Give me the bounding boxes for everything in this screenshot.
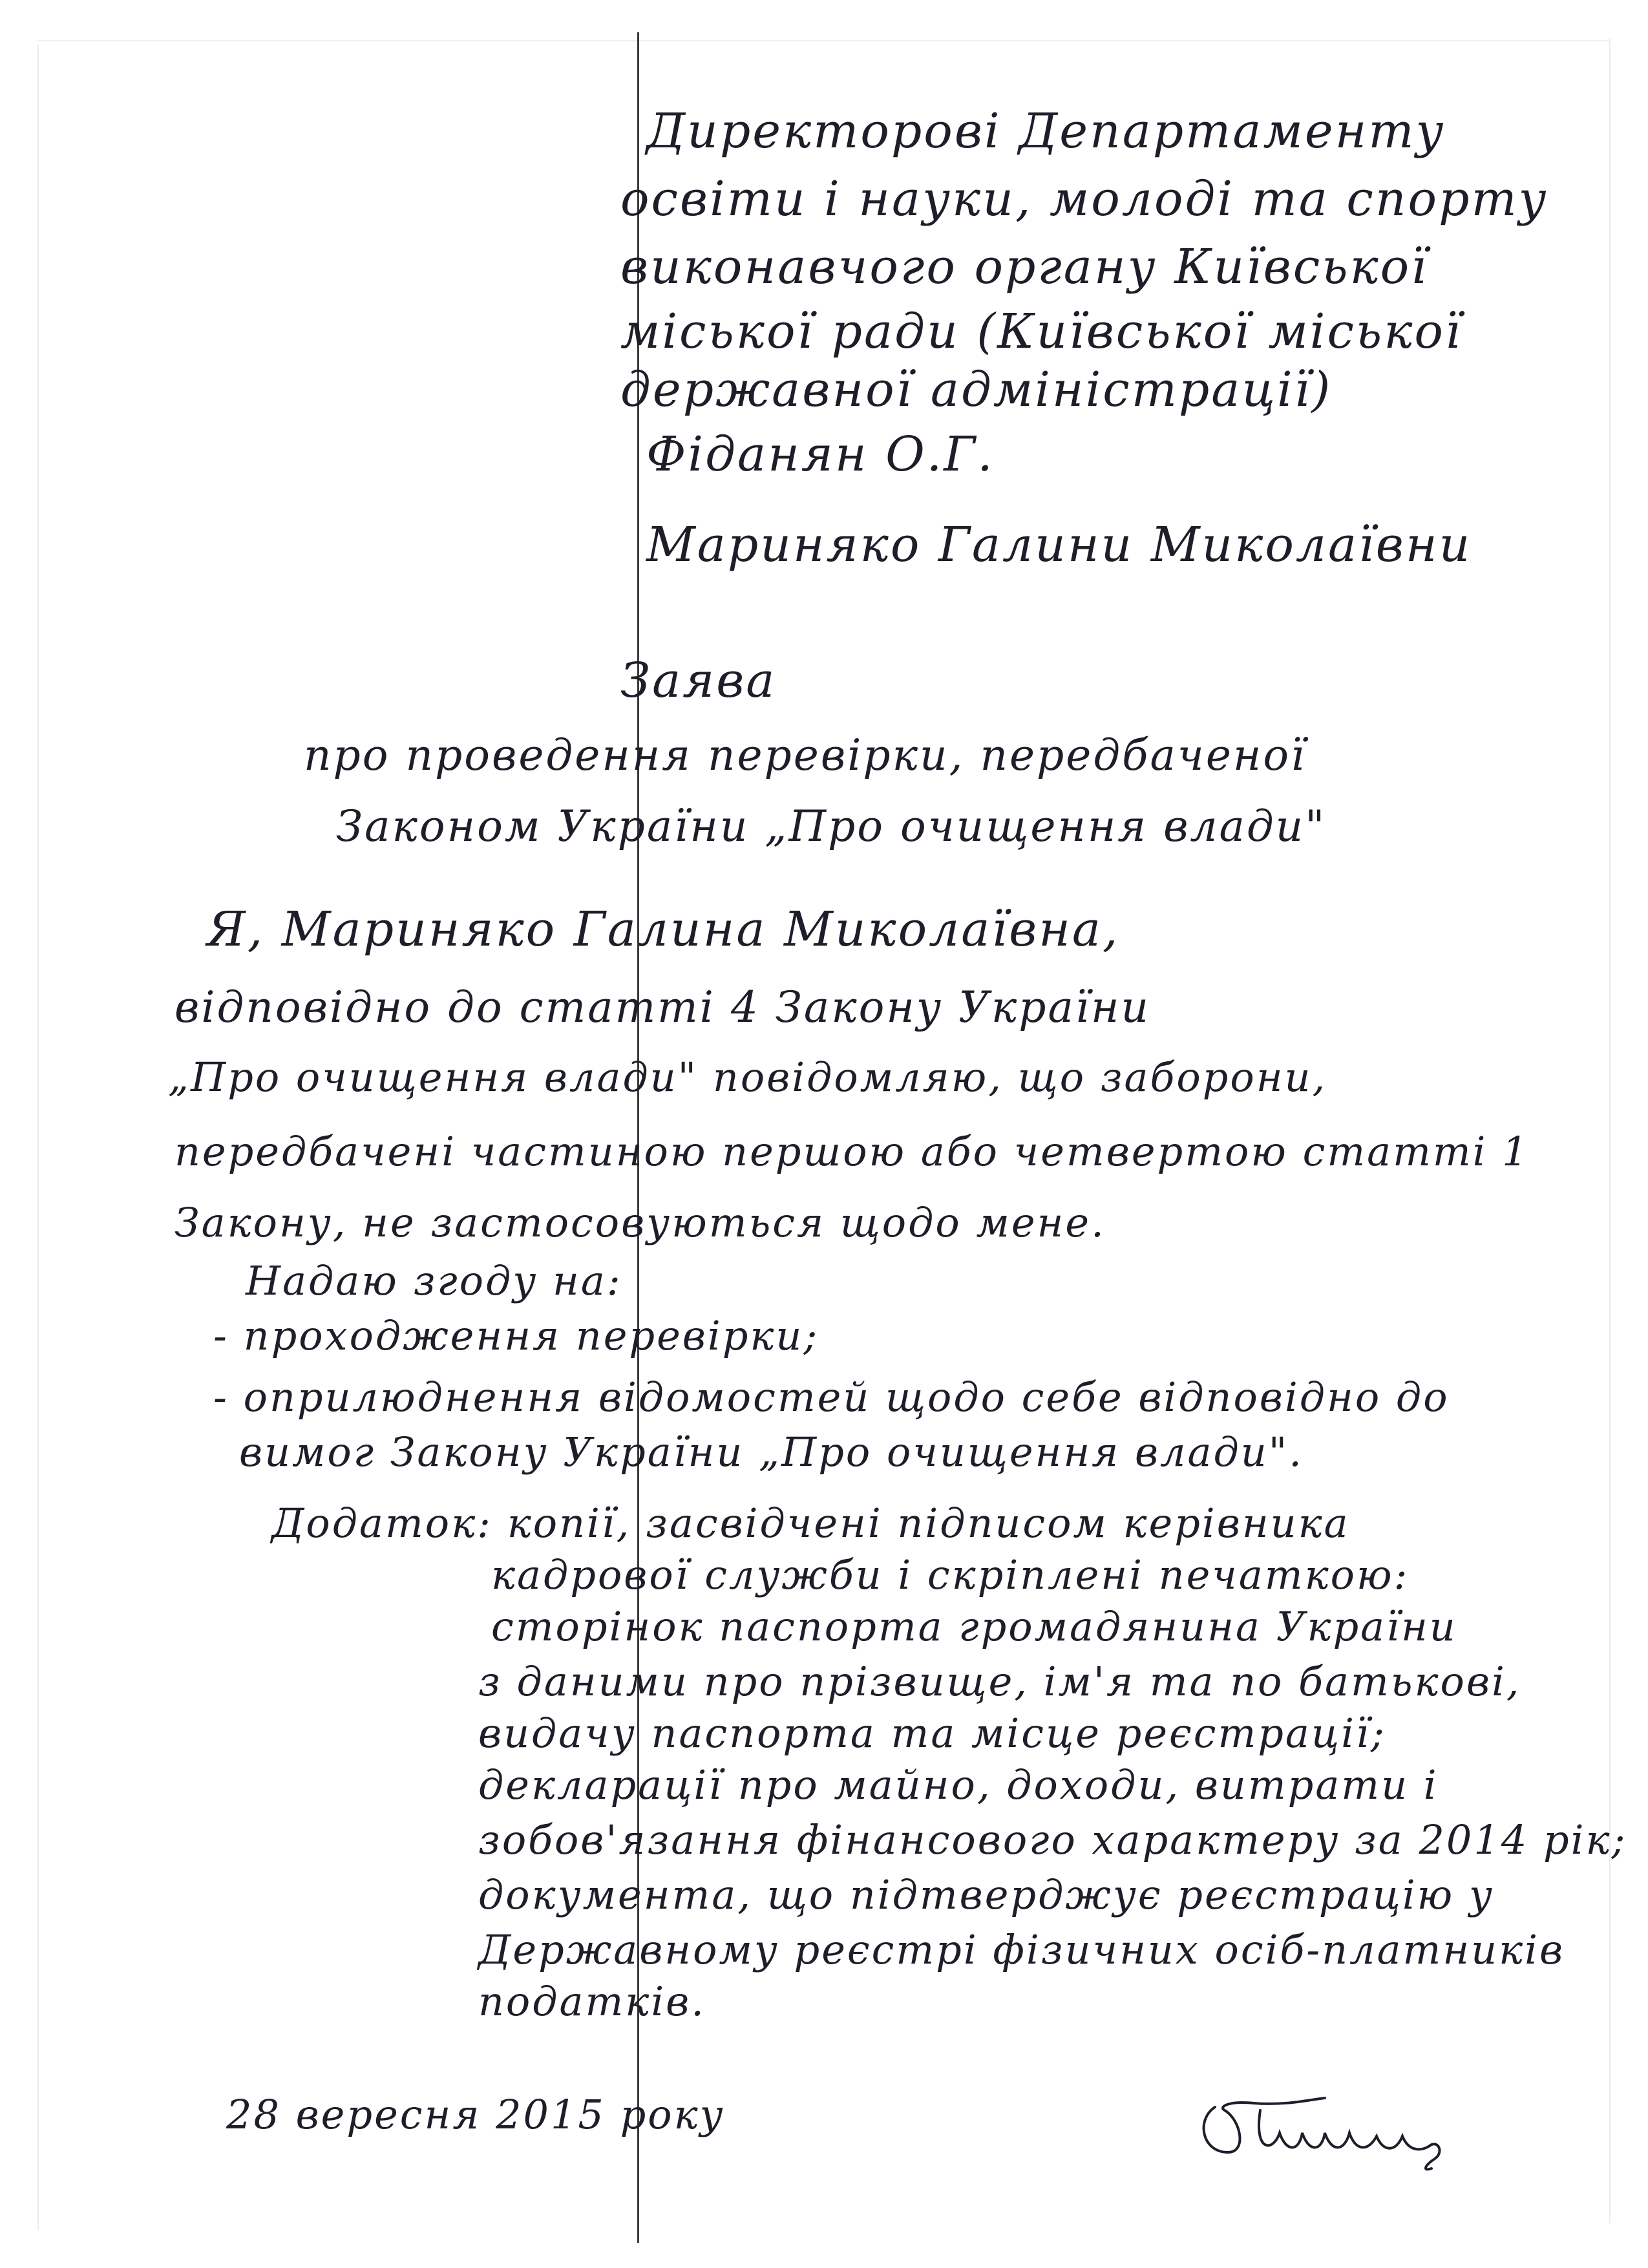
body-line-3: „Про очищення влади" повідомляю, що заборони, xyxy=(168,1054,1327,1101)
consent-item-2-cont: вимог Закону України „Про очищення влади". xyxy=(239,1428,1304,1476)
addressee-line-5: державної адміністрації) xyxy=(620,362,1333,418)
addressee-line-3: виконавчого органу Київської xyxy=(620,239,1428,295)
handwritten-signature xyxy=(1189,2081,1461,2172)
consent-heading: Надаю згоду на: xyxy=(246,1257,622,1304)
body-line-1: Я, Маринякo Галина Миколаївна, xyxy=(207,902,1120,957)
attachment-line-5: видачу паспорта та місце реєстрації; xyxy=(478,1710,1386,1757)
attachment-line-6: декларації про майно, доходи, витрати і xyxy=(478,1761,1439,1808)
addressee-line-6: Фіданян О.Г. xyxy=(646,427,995,482)
body-line-4: передбачені частиною першою або четвертою статті 1 xyxy=(174,1128,1530,1175)
addressee-line-4: міської ради (Київської міської xyxy=(620,304,1463,359)
attachment-line-10: податків. xyxy=(478,1978,706,2025)
addressee-line-2: освіти і науки, молоді та спорту xyxy=(620,171,1548,227)
document-date: 28 вересня 2015 року xyxy=(226,2091,725,2138)
document-subtitle-line-2: Законом України „Про очищення влади" xyxy=(336,801,1327,851)
page-edge-top xyxy=(37,40,1611,41)
body-line-2: відповідно до статті 4 Закону України xyxy=(174,982,1150,1032)
attachment-line-9: Державному реєстрі фізичних осіб-платників xyxy=(478,1926,1565,1973)
body-line-5: Закону, не застосовуються щодо мене. xyxy=(174,1199,1106,1246)
attachment-line-3: сторінок паспорта громадянина України xyxy=(491,1603,1457,1650)
document-heading: Заява xyxy=(620,653,777,708)
attachment-line-2: кадрової служби і скріплені печаткою: xyxy=(491,1551,1410,1598)
addressee-line-1: Директорові Департаменту xyxy=(646,103,1446,159)
consent-item-2: - оприлюднення відомостей щодо себе відповідно до xyxy=(213,1373,1450,1421)
addressee-from: Маринякo Галини Миколаївни xyxy=(646,517,1472,573)
attachment-line-1: Додаток: копії, засвідчені підписом керівника xyxy=(271,1500,1350,1547)
attachment-line-4: з даними про прізвище, ім'я та по батькові, xyxy=(478,1658,1521,1705)
page-edge-right xyxy=(1609,39,1611,2223)
document-subtitle-line-1: про проведення перевірки, передбаченої xyxy=(304,730,1307,780)
attachment-line-7: зобов'язання фінансового характеру за 2014 рік; xyxy=(478,1816,1627,1863)
consent-item-1: - проходження перевірки; xyxy=(213,1312,819,1359)
page-edge-left xyxy=(37,45,39,2230)
attachment-line-8: документа, що підтверджує реєстрацію у xyxy=(478,1871,1494,1918)
